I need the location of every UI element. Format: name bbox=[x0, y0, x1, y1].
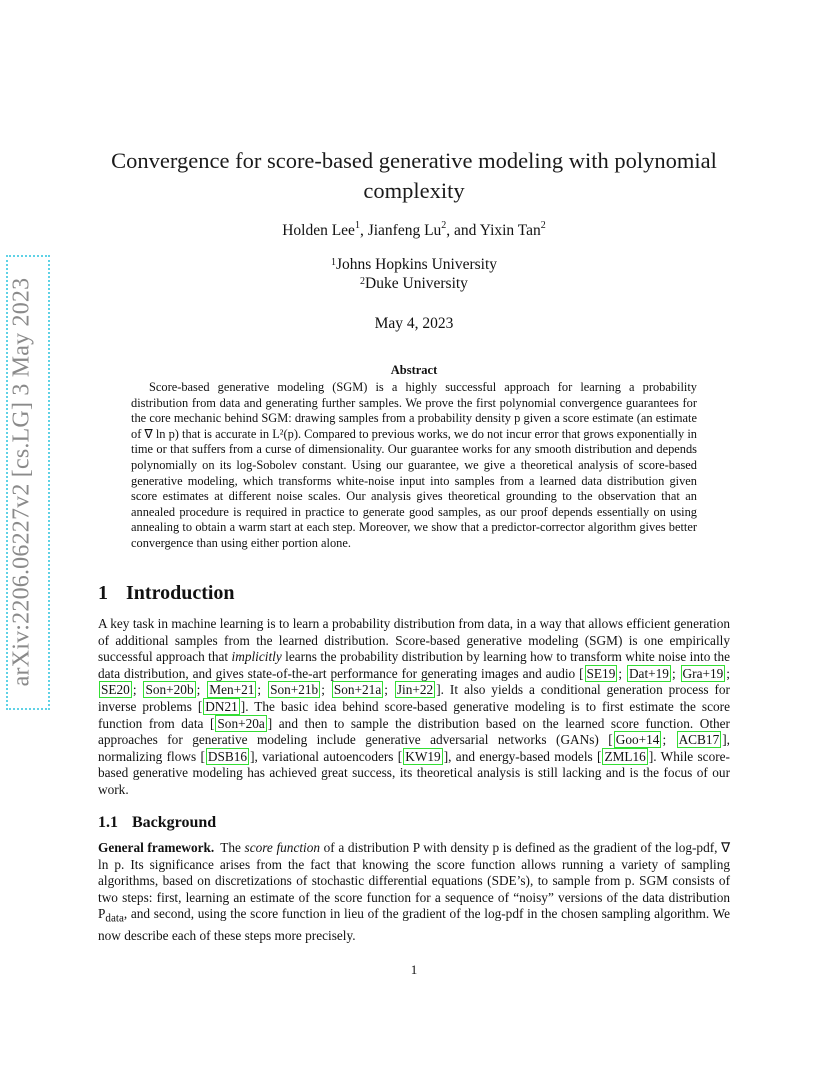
citation-link[interactable]: Dat+19 bbox=[628, 665, 669, 681]
citation-link[interactable]: ACB17 bbox=[678, 732, 720, 748]
citation-link[interactable]: ZML16 bbox=[604, 748, 646, 764]
citation-link[interactable]: Son+21a bbox=[333, 682, 382, 698]
citation-link[interactable]: Jin+22 bbox=[396, 682, 434, 698]
citation-link[interactable]: SE20 bbox=[101, 682, 130, 698]
arxiv-identifier: arXiv:2206.06227v2 [cs.LG] 3 May 2023 bbox=[8, 277, 35, 687]
citation-link[interactable]: Men+21 bbox=[209, 682, 255, 698]
citation-link[interactable]: SE19 bbox=[586, 665, 616, 681]
intro-paragraph: A key task in machine learning is to learn a probability distribution from data, in a way that allows efficient generation of additional samples from the learned distribution. Score-based generative modeling (SGM) is one empirically successful approach that implicitly learns the probability distribution by learning how to transform white noise into the data distribution, and gives state-of-the-art performance for generating images and audio [ SE19 ; Dat+19 ; Gra+19 ; SE20 ; Son+20b ; Men+21 ; Son+21b ; Son+21a ; Jin+22 ]. It also yields a conditional generation process for inverse problems [ DN21 ]. The basic idea behind score-based generative modeling is to first estimate the score function from data [ Son+20a ] and then to sample the distribution based on the learned score function. Other approaches for generative modeling include generative adversarial networks (GANs) [ Goo+14 ; ACB17 ], normalizing flows [ DSB16 ], variational autoencoders [ KW19 ], and energy-based models [ ZML16 ]. While score-based generative modeling has achieved great success, its theoretical analysis is still lacking and is the focus of our work. bbox=[98, 616, 730, 797]
author-name: Yixin Tan bbox=[479, 222, 541, 239]
citation-link[interactable]: DSB16 bbox=[207, 748, 248, 764]
abstract-heading: Abstract bbox=[390, 363, 438, 377]
affiliation: $^1$Johns Hopkins University bbox=[330, 256, 498, 273]
citation-link[interactable]: KW19 bbox=[405, 748, 441, 764]
citation-link[interactable]: Son+20a bbox=[217, 715, 265, 731]
paper-title: Convergence for score-based generative modeling with polynomial complexity bbox=[111, 148, 717, 203]
citation-link[interactable]: Goo+14 bbox=[615, 732, 660, 748]
author-list: Holden Lee$^1$, Jianfeng Lu$^2$, and Yixin Tan$^2$ bbox=[282, 220, 546, 239]
abstract-text: Score-based generative modeling (SGM) is a highly successful approach for learning a probability distribution from data and generating further samples. We prove the first polynomial convergence guarantees for the core mechanic behind SGM: drawing samples from a probability density p given a score estimate (an estimate of ∇ ln p) that is accurate in L²(p). Compared to previous works, we do not incur error that grows exponentially in time or that suffers from a curse of dimensionality. Our guarantee works for any smooth distribution and depends polynomially on its log-Sobolev constant. Using our guarantee, we give a theoretical analysis of score-based generative modeling, which transforms white-noise input into samples from a learned data distribution given score estimates at different noise scales. Our analysis gives theoretical grounding to the observation that an annealed procedure is required in practice to generate good samples, as our proof depends essentially on using annealing to obtain a warm start at each step. Moreover, we show that a predictor-corrector algorithm gives better convergence than using either portion alone. bbox=[131, 380, 697, 550]
affiliations bbox=[90, 255, 738, 293]
author-name: Holden Lee bbox=[282, 222, 355, 239]
author-name: Jianfeng Lu bbox=[367, 222, 442, 239]
background-paragraph: General framework. The score function of a distribution P with density p is defined as the gradient of the log-pdf, ∇ ln p. Its significance arises from the fact that knowing the score function allows running a variety of sampling algorithms, based on discretizations of stochastic differential equations (SDE’s), to sample from p. SGM consists of two steps: first, learning an estimate of the score function for a sequence of “noisy” versions of the data distribution $P_{data}$, and second, using the score function in lieu of the gradient of the log-pdf in the chosen sampling algorithm. We now describe each of these steps more precisely. bbox=[98, 840, 730, 943]
paper-date: May 4, 2023 bbox=[374, 315, 454, 332]
citation-link[interactable]: Gra+19 bbox=[682, 665, 724, 681]
affiliation: $^2$Duke University bbox=[360, 275, 468, 292]
citation-link[interactable]: Son+20b bbox=[145, 682, 194, 698]
page-number: 1 bbox=[410, 962, 418, 977]
citation-link[interactable]: Son+21b bbox=[270, 682, 319, 698]
citation-link[interactable]: DN21 bbox=[205, 698, 238, 714]
section-heading: 1 Introduction bbox=[98, 582, 235, 604]
run-in-heading: General framework. bbox=[98, 840, 215, 855]
subsection-heading: 1.1 Background bbox=[98, 814, 217, 831]
